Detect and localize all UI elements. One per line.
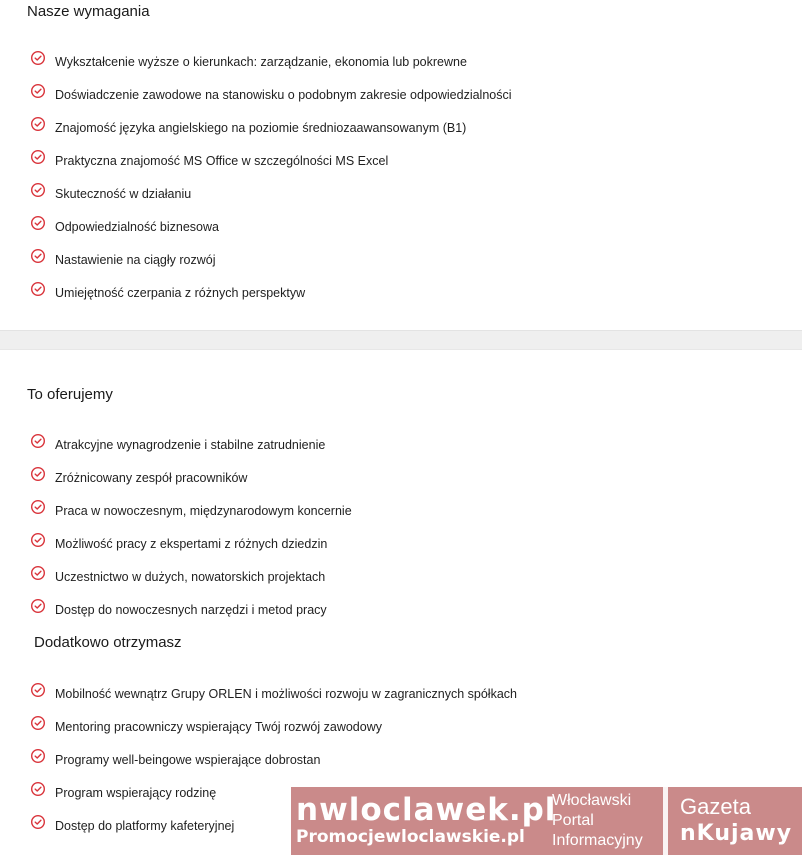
list-item xyxy=(30,249,790,282)
list-item-text: Nastawienie na ciągły rozwój xyxy=(55,253,216,267)
list-item xyxy=(30,183,790,216)
portal-label xyxy=(548,787,660,855)
list-item-text: Doświadczenie zawodowe na stanowisku o podobnym zakresie odpowiedzialności xyxy=(55,88,512,102)
list-item-text: Umiejętność czerpania z różnych perspektyw xyxy=(55,286,306,300)
list-item xyxy=(30,51,790,84)
check-circle-icon xyxy=(30,682,46,698)
list-item-text: Możliwość pracy z ekspertami z różnych dziedzin xyxy=(55,537,328,551)
list-item-text: Uczestnictwo w dużych, nowatorskich projektach xyxy=(55,570,326,584)
check-circle-icon xyxy=(30,466,46,482)
list-item-text: Program wspierający rodzinę xyxy=(55,786,217,800)
check-circle-icon xyxy=(30,814,46,830)
check-circle-icon xyxy=(30,116,46,132)
promo-logo-text: Promocjewloclawskie.pl xyxy=(296,827,525,847)
check-circle-icon xyxy=(30,715,46,731)
section-divider xyxy=(0,330,802,350)
list-item xyxy=(30,467,790,500)
list-item xyxy=(30,434,790,467)
check-circle-icon xyxy=(30,149,46,165)
banner-separator xyxy=(663,787,668,855)
list-item-text: Dostęp do platformy kafeteryjnej xyxy=(55,819,235,833)
check-circle-icon xyxy=(30,281,46,297)
check-circle-icon xyxy=(30,598,46,614)
gazeta-line: Gazeta xyxy=(680,794,751,819)
check-circle-icon xyxy=(30,215,46,231)
portal-line: Informacyjny xyxy=(552,832,643,849)
list-item xyxy=(30,84,790,117)
check-circle-icon xyxy=(30,248,46,264)
check-circle-icon xyxy=(30,433,46,449)
check-circle-icon xyxy=(30,748,46,764)
additional-heading: Dodatkowo otrzymasz xyxy=(34,634,182,651)
list-item-text: Praktyczna znajomość MS Office w szczególności MS Excel xyxy=(55,154,389,168)
watermark-banner[interactable] xyxy=(291,787,802,855)
list-item-text: Zróżnicowany zespół pracowników xyxy=(55,471,248,485)
site-logo[interactable] xyxy=(291,787,557,855)
site-logo-text: nwloclawek.pl xyxy=(296,792,557,828)
offer-section xyxy=(0,350,802,855)
portal-line: Portal xyxy=(552,812,594,829)
list-item-text: Wykształcenie wyższe o kierunkach: zarządzanie, ekonomia lub pokrewne xyxy=(55,55,467,69)
list-item xyxy=(30,749,790,782)
requirements-section xyxy=(0,0,802,330)
list-item-text: Mentoring pracowniczy wspierający Twój rozwój zawodowy xyxy=(55,720,382,734)
list-item-text: Atrakcyjne wynagrodzenie i stabilne zatrudnienie xyxy=(55,438,326,452)
list-item xyxy=(30,533,790,566)
check-circle-icon xyxy=(30,532,46,548)
list-item xyxy=(30,683,790,716)
list-item-text: Programy well-beingowe wspierające dobrostan xyxy=(55,753,321,767)
check-circle-icon xyxy=(30,50,46,66)
check-circle-icon xyxy=(30,83,46,99)
requirements-list xyxy=(30,51,790,315)
check-circle-icon xyxy=(30,781,46,797)
list-item-text: Praca w nowoczesnym, międzynarodowym koncernie xyxy=(55,504,352,518)
list-item xyxy=(30,117,790,150)
list-item xyxy=(30,500,790,533)
list-item xyxy=(30,216,790,249)
check-circle-icon xyxy=(30,499,46,515)
list-item xyxy=(30,566,790,599)
list-item-text: Odpowiedzialność biznesowa xyxy=(55,220,219,234)
list-item xyxy=(30,150,790,183)
list-item-text: Dostęp do nowoczesnych narzędzi i metod pracy xyxy=(55,603,327,617)
portal-line: Włocławski xyxy=(552,792,632,809)
list-item xyxy=(30,716,790,749)
list-item-text: Skuteczność w działaniu xyxy=(55,187,192,201)
offer-heading: To oferujemy xyxy=(27,386,113,403)
list-item xyxy=(30,599,790,632)
requirements-heading: Nasze wymagania xyxy=(27,3,150,20)
check-circle-icon xyxy=(30,182,46,198)
gazeta-logo[interactable] xyxy=(680,787,802,855)
gazeta-brand: nKujawy xyxy=(680,821,793,846)
list-item-text: Znajomość języka angielskiego na poziomie średniozaawansowanym (B1) xyxy=(55,121,467,135)
list-item-text: Mobilność wewnątrz Grupy ORLEN i możliwości rozwoju w zagranicznych spółkach xyxy=(55,687,517,701)
offer-list xyxy=(30,434,790,632)
list-item xyxy=(30,282,790,315)
check-circle-icon xyxy=(30,565,46,581)
